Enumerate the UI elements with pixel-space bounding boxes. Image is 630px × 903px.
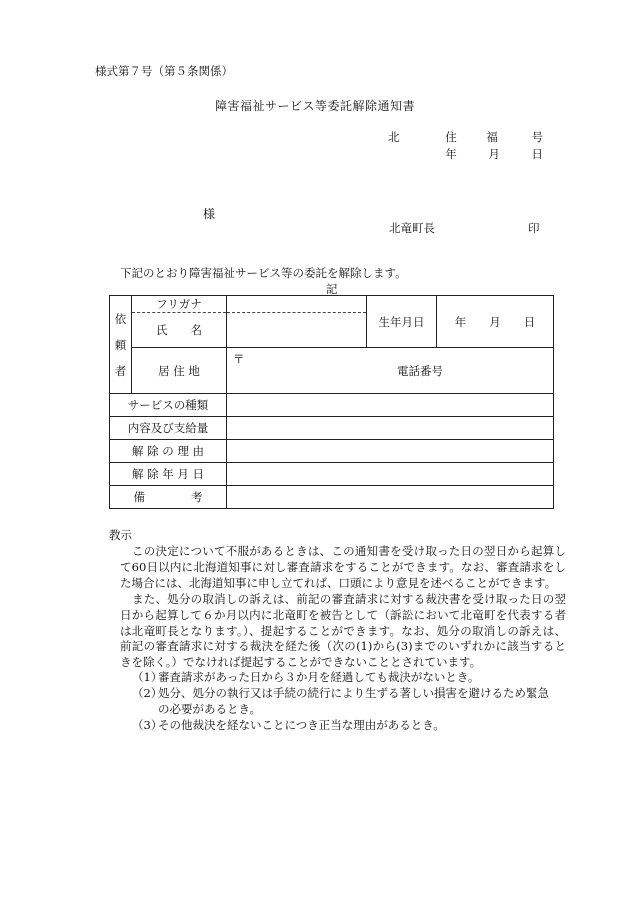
requester-label: 依 頼 者 (110, 296, 132, 394)
notice-paragraph-2: また、処分の取消しの訴えは、前記の審査請求に対する裁決書を受け取った日の翌日から起算して６か月以内に北竜町を被告として（訴訟において北竜町を代表する者は北竜町長となります。）、提起することができます。なお、処分の取消しの訴えは、前記の審査請求に対する裁決を経た後（次の(1)から(3)までのいずれかに該当するときを除く。）でなければ提起することができないこととされています。 (120, 592, 566, 670)
sender-name: 北竜町長 (389, 221, 435, 235)
notice-item-3: （3）その他裁決を経ないことにつき正当な理由があるとき。 (132, 718, 445, 732)
furigana-field[interactable] (227, 296, 367, 313)
cancel-reason-field[interactable] (227, 440, 554, 463)
seal-mark: 印 (528, 221, 540, 235)
ref-part-go: 号 (531, 130, 543, 144)
date-day: 日 (531, 147, 543, 161)
remarks-field[interactable] (227, 486, 554, 509)
ref-part-ju: 住 (445, 130, 457, 144)
notice-item-1: （1）審査請求があった日から３か月を経過しても裁決がないとき。 (132, 670, 480, 684)
name-field[interactable] (227, 313, 367, 348)
postal-mark: 〒 (233, 352, 245, 366)
remarks-label: 備 考 (110, 486, 227, 509)
notice-item-2: （2）処分、処分の執行又は手続の続行により生ずる著しい損害を避けるため緊急 (132, 686, 549, 700)
form-number: 様式第７号（第５条関係） (95, 64, 233, 78)
service-type-field[interactable] (227, 394, 554, 417)
notice-heading: 教示 (109, 528, 132, 542)
reference-number-line (388, 132, 543, 144)
issue-date-line (445, 149, 543, 161)
content-amount-field[interactable] (227, 417, 554, 440)
addressee-suffix: 様 (203, 207, 216, 221)
birthdate-label: 生年月日 (367, 296, 437, 348)
ref-part-fuku: 福 (486, 130, 498, 144)
furigana-label: フリガナ (132, 296, 227, 313)
address-field[interactable] (227, 348, 554, 394)
phone-label: 電話番号 (397, 363, 443, 378)
intro-text: 下記のとおり障害福祉サービス等の委託を解除します。 (120, 266, 407, 280)
request-table (109, 295, 554, 509)
ki-heading: 記 (326, 282, 338, 296)
cancel-reason-label: 解 除 の 理 由 (110, 440, 227, 463)
content-amount-label: 内容及び支給量 (110, 417, 227, 440)
service-type-label: サービスの種類 (110, 394, 227, 417)
birthdate-field[interactable]: 年 月 日 (437, 296, 554, 348)
address-label: 居 住 地 (132, 348, 227, 394)
cancel-date-field[interactable] (227, 463, 554, 486)
name-label: 氏 名 (132, 313, 227, 348)
document-title: 障害福祉サービス等委託解除通知書 (214, 99, 415, 113)
notice-paragraph-1: この決定について不服があるときは、この通知書を受け取った日の翌日から起算して60日以内に北海道知事に対し審査請求をすることができます。なお、審査請求をした場合には、北海道知事に申し立てれば、口頭により意見を述べることができます。 (120, 544, 566, 590)
ref-part-kita: 北 (388, 130, 400, 144)
notice-item-2-continued: の必要があるとき。 (158, 702, 262, 716)
date-month: 月 (488, 147, 500, 161)
cancel-date-label: 解 除 年 月 日 (110, 463, 227, 486)
date-year: 年 (445, 147, 457, 161)
